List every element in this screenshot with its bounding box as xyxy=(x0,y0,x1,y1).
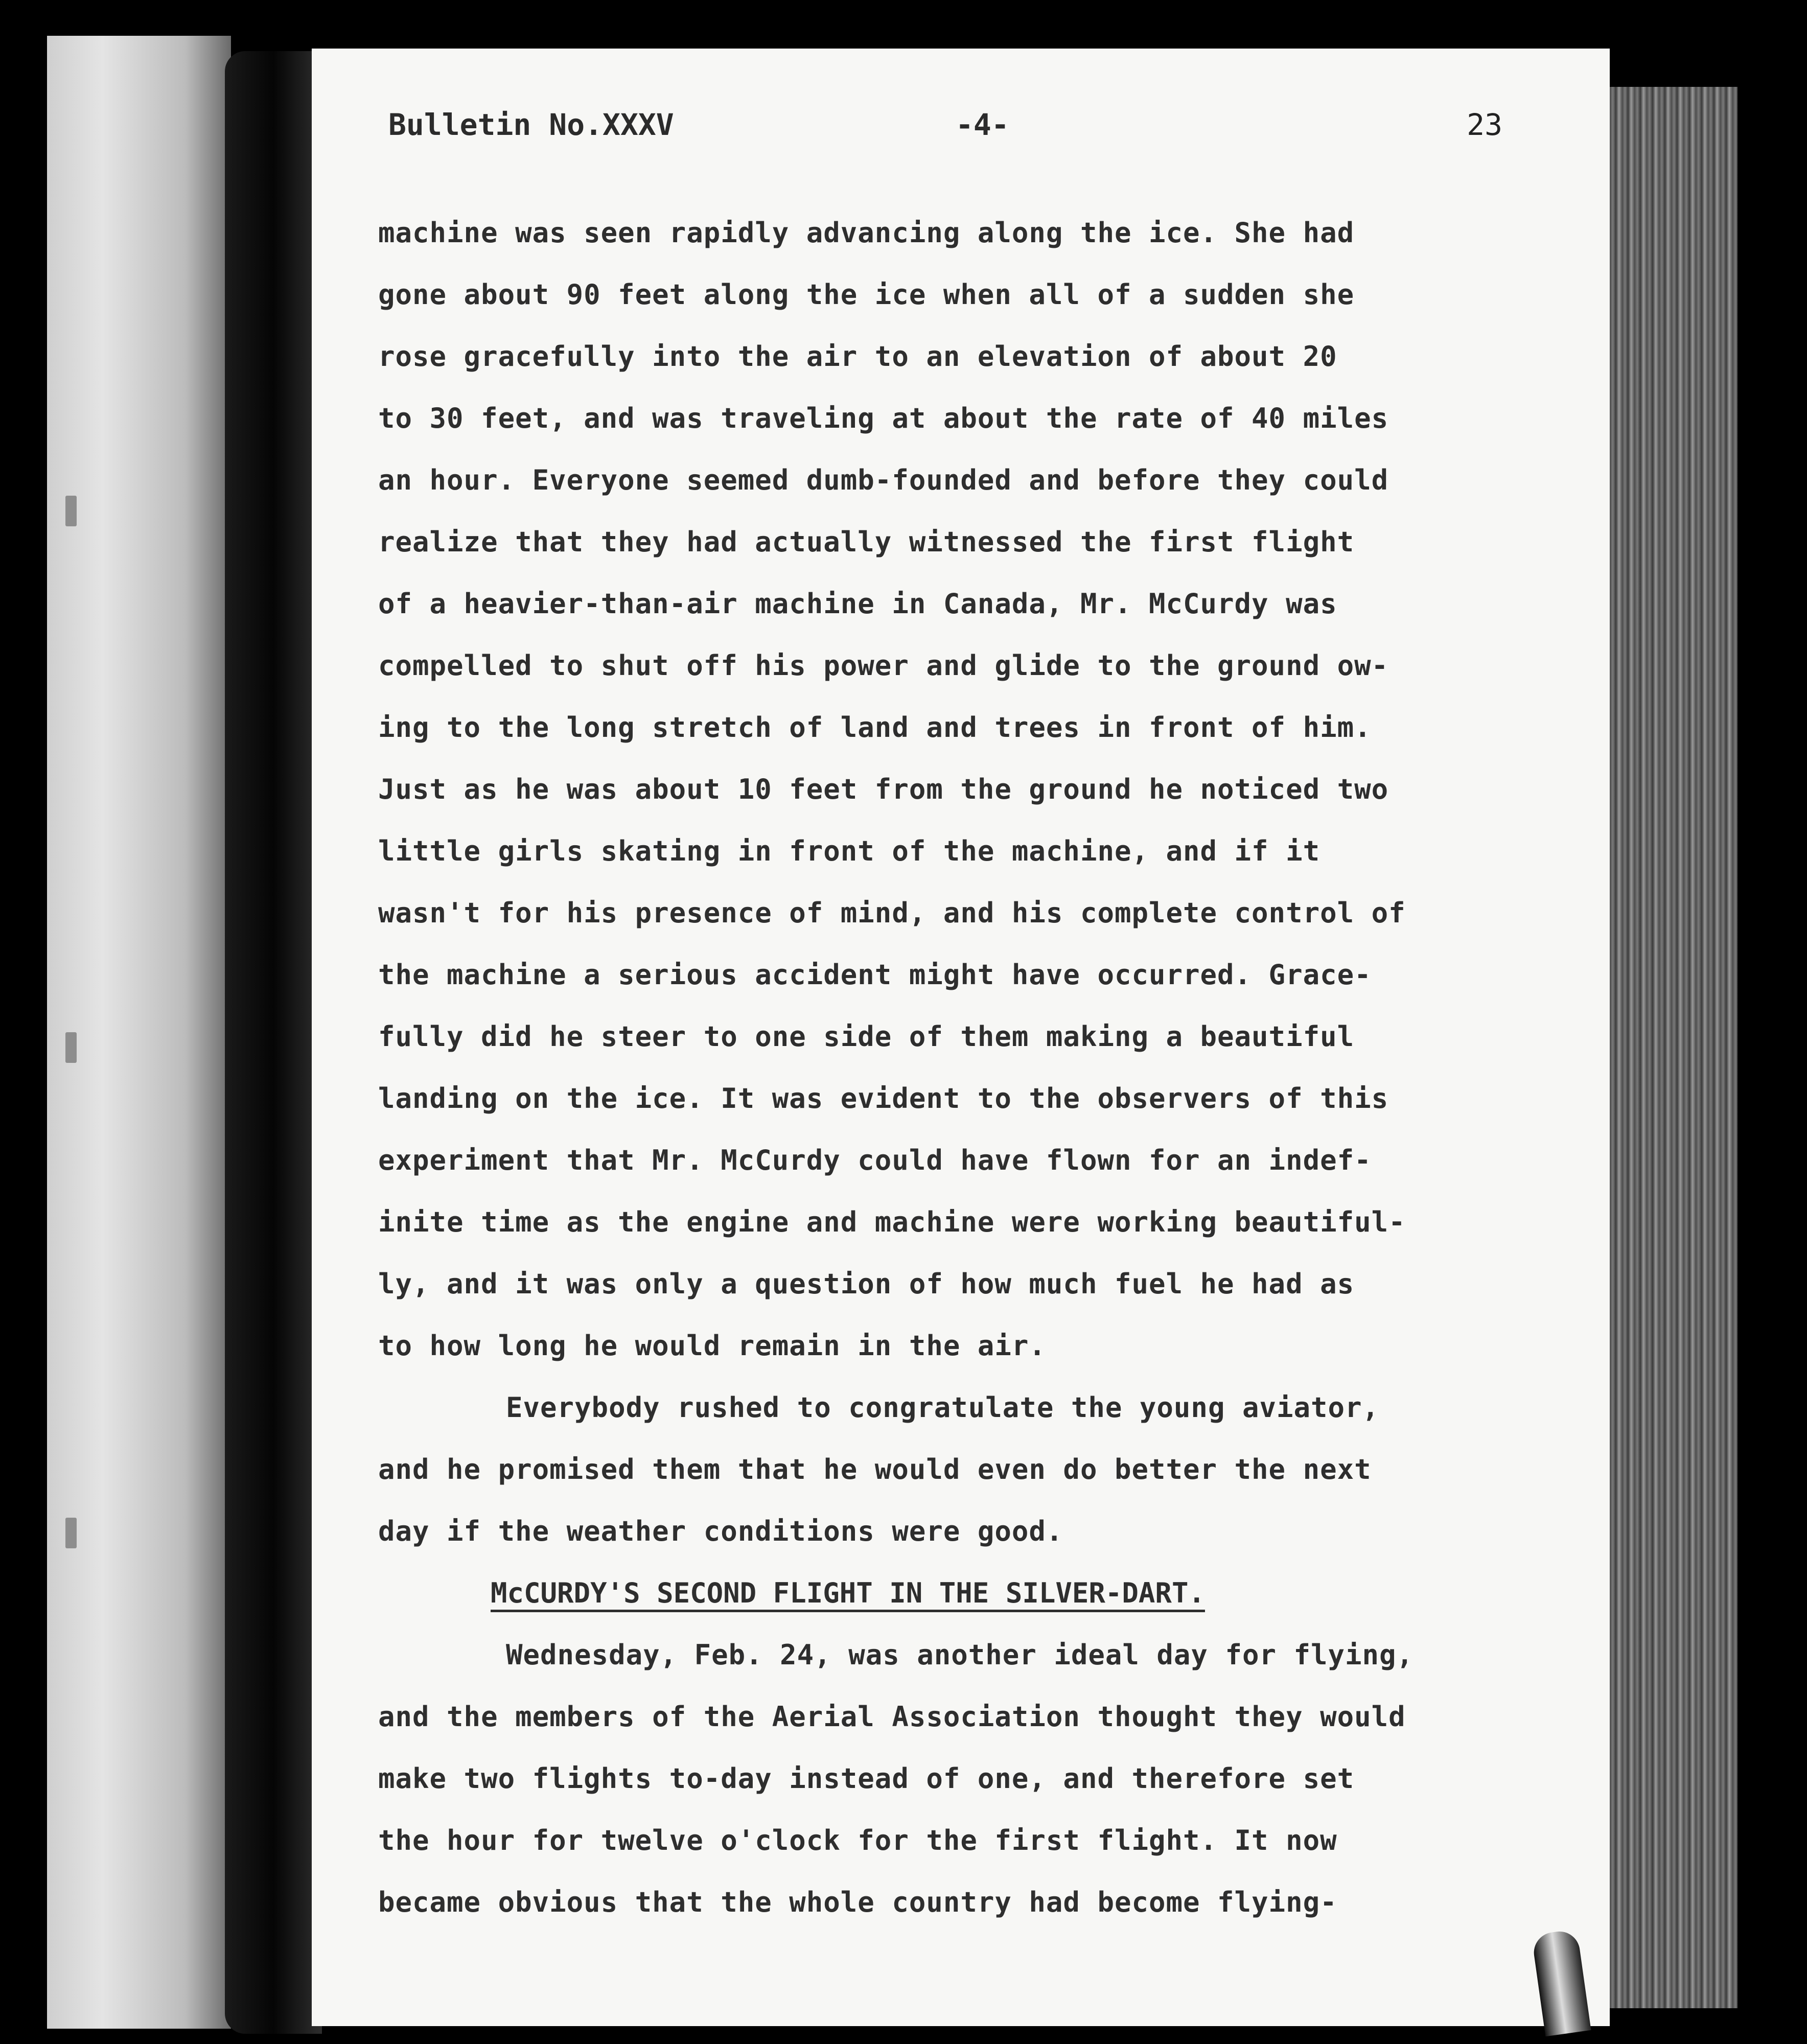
page-edge-mark xyxy=(65,1032,77,1063)
section-heading xyxy=(378,1562,1523,1624)
book-page-edges xyxy=(1610,87,1737,2008)
text-line: rose gracefully into the air to an elevation of about 20 xyxy=(378,340,1337,373)
section-heading-text: McCURDY'S SECOND FLIGHT IN THE SILVER-DART. xyxy=(491,1577,1205,1609)
text-line: Everybody rushed to congratulate the young aviator, xyxy=(506,1391,1380,1424)
text-line: wasn't for his presence of mind, and his complete control of xyxy=(378,897,1406,929)
text-line: make two flights to-day instead of one, and therefore set xyxy=(378,1762,1355,1795)
page-header xyxy=(388,107,1502,143)
text-line: and the members of the Aerial Association thought they would xyxy=(378,1701,1406,1733)
text-line: gone about 90 feet along the ice when all of a sudden she xyxy=(378,278,1355,311)
page-marker: -4- xyxy=(956,107,1009,142)
text-line: landing on the ice. It was evident to the observers of this xyxy=(378,1082,1389,1114)
text-line: and he promised them that he would even do better the next xyxy=(378,1453,1372,1485)
text-line: little girls skating in front of the machine, and if it xyxy=(378,835,1320,867)
bulletin-number: Bulletin No.XXXV xyxy=(388,107,674,142)
text-line: experiment that Mr. McCurdy could have flown for an indef- xyxy=(378,1144,1372,1176)
book-binding-gutter xyxy=(225,51,322,2034)
text-line: day if the weather conditions were good. xyxy=(378,1515,1063,1547)
page-edge-mark xyxy=(65,1518,77,1548)
text-line: machine was seen rapidly advancing along the ice. She had xyxy=(378,217,1355,249)
text-line: of a heavier-than-air machine in Canada, Mr. McCurdy was xyxy=(378,588,1337,620)
page-number: 23 xyxy=(1467,107,1502,142)
text-line: became obvious that the whole country had become flying- xyxy=(378,1886,1337,1918)
text-line: to 30 feet, and was traveling at about the rate of 40 miles xyxy=(378,402,1389,434)
page-edge-mark xyxy=(65,496,77,526)
text-line: the machine a serious accident might have occurred. Grace- xyxy=(378,959,1372,991)
body-text xyxy=(378,202,1523,1933)
text-line: Just as he was about 10 feet from the ground he noticed two xyxy=(378,773,1389,805)
text-line: fully did he steer to one side of them making a beautiful xyxy=(378,1020,1355,1053)
text-line: ly, and it was only a question of how much fuel he had as xyxy=(378,1268,1355,1300)
text-line: ing to the long stretch of land and trees in front of him. xyxy=(378,711,1372,744)
left-facing-page xyxy=(47,36,231,2029)
text-line: compelled to shut off his power and glide to the ground ow- xyxy=(378,649,1389,682)
text-line: the hour for twelve o'clock for the first flight. It now xyxy=(378,1824,1337,1856)
text-line: realize that they had actually witnessed the first flight xyxy=(378,526,1355,558)
text-line: Wednesday, Feb. 24, was another ideal day for flying, xyxy=(506,1639,1414,1671)
text-line: inite time as the engine and machine were working beautiful- xyxy=(378,1206,1406,1238)
text-line: an hour. Everyone seemed dumb-founded and before they could xyxy=(378,464,1389,496)
text-line: to how long he would remain in the air. xyxy=(378,1330,1046,1362)
